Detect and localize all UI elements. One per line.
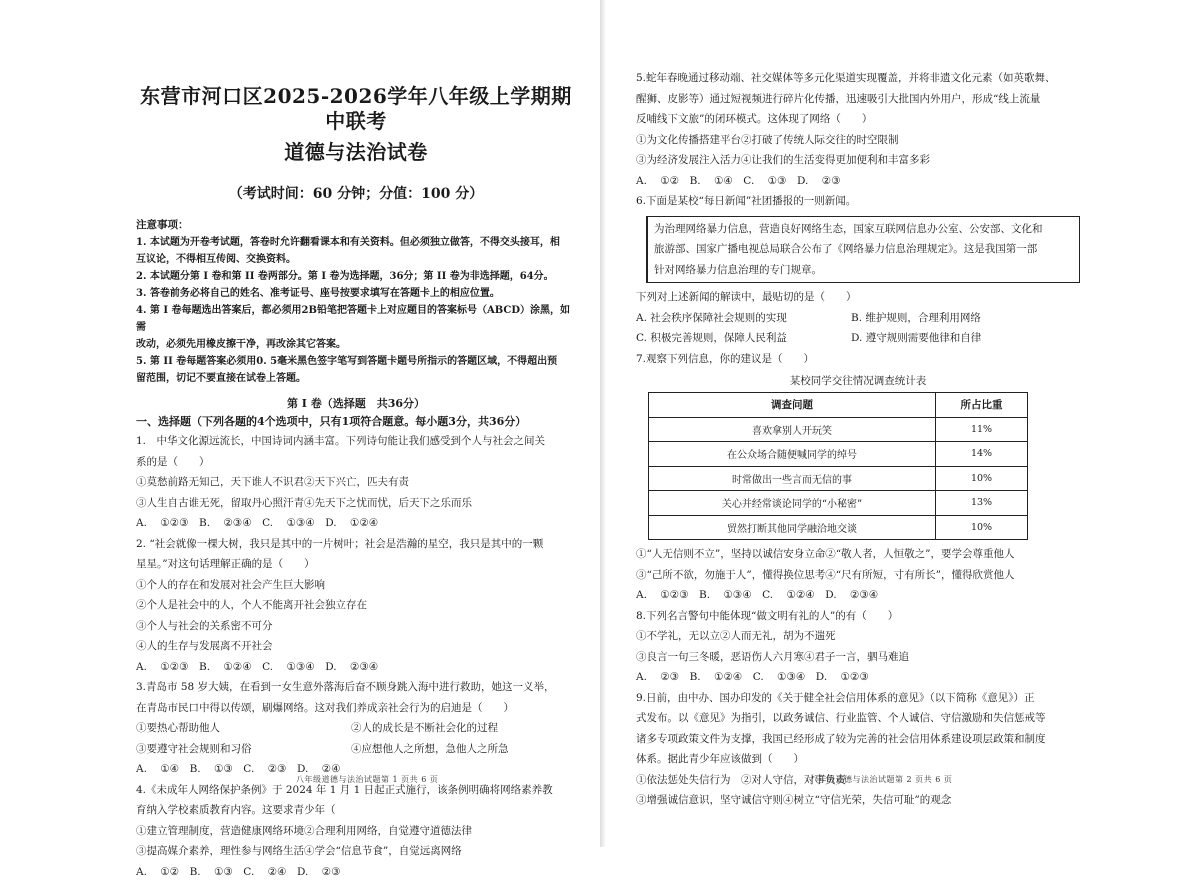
question-option: ③“己所不欲，勿施于人”，懂得换位思考④“尺有所短，寸有所长”，懂得欣赏他人 xyxy=(636,565,1080,586)
table-cell: 喜欢拿别人开玩笑 xyxy=(649,417,936,442)
left-page xyxy=(0,0,600,847)
answer-choices: A. ①② B. ①④ C. ①③ D. ②③ xyxy=(636,171,1080,192)
question-4 xyxy=(136,780,576,882)
question-option: C. 积极完善规则，保障人民利益 xyxy=(636,328,851,349)
notice-line: 2. 本试题分第 I 卷和第 II 卷两部分。第 I 卷为选择题，36分；第 II 卷为非选择题，64分。 xyxy=(136,268,576,285)
question-option: ①要热心帮助他人 xyxy=(136,718,351,739)
notice-line: 5. 第 II 卷每题答案必须用0. 5毫米黑色签字笔写到答题卡题号所指示的答题区域，不得超出预 xyxy=(136,353,576,370)
question-2 xyxy=(136,534,576,678)
news-line: 旅游部、国家广播电视总局联合公布了《网络暴力信息治理规定》。这是我国第一部 xyxy=(654,239,1073,260)
question-option: ③良言一句三冬暖，恶语伤人六月寒④君子一言，驷马难追 xyxy=(636,647,1080,668)
question-stem: 9.日前，由中办、国办印发的《关于健全社会信用体系的意见》（以下简称《意见》）正 xyxy=(636,688,1080,709)
notice-list xyxy=(136,234,576,387)
question-stem: 在青岛市民口中得以传颂，刷爆网络。这对我们养成亲社会行为的启迪是（ ） xyxy=(136,698,576,719)
table-row xyxy=(649,466,1028,491)
question-option: ②个人是社会中的人，个人不能离开社会独立存在 xyxy=(136,595,576,616)
question-stem: 醒狮、皮影等）通过短视频进行碎片化传播，迅速吸引大批国内外用户，形成“线上流量 xyxy=(636,89,1080,110)
question-stem: 3.青岛市 58 岁大姨，在看到一女生意外落海后奋不顾身跳入海中进行救助，她这一义举， xyxy=(136,677,576,698)
page-footer: 八年级道德与法治试题第 1 页共 6 页 xyxy=(296,774,438,785)
option-row xyxy=(636,328,1080,349)
answer-choices: A. ①④ B. ①③ C. ②③ D. ②④ xyxy=(136,759,576,780)
question-option: B. 维护规则，合理利用网络 xyxy=(851,308,1066,329)
table-cell: 时常做出一些言而无信的事 xyxy=(649,466,936,491)
question-option: ①“人无信则不立”，坚持以诚信安身立命②“敬人者，人恒敬之”，要学会尊重他人 xyxy=(636,544,1080,565)
question-option: ③提高媒介素养，理性参与网络生活④学会“信息节食”，自觉远离网络 xyxy=(136,841,576,862)
table-row xyxy=(649,491,1028,516)
question-option: ④应想他人之所想，急他人之所急 xyxy=(351,739,566,760)
table-row xyxy=(649,442,1028,467)
question-stem: 4.《未成年人网络保护条例》于 2024 年 1 月 1 日起正式施行，该条例明确将网络素养教 xyxy=(136,780,576,801)
question-9 xyxy=(636,688,1080,811)
question-option: ④人的生存与发展离不开社会 xyxy=(136,636,576,657)
answer-choices: A. ①②③ B. ②③④ C. ①③④ D. ①②④ xyxy=(136,513,576,534)
table-cell: 贸然打断其他同学融洽地交谈 xyxy=(649,515,936,540)
question-stem: 8.下列名言警句中能体现“做文明有礼的人”的有（ ） xyxy=(636,606,1080,627)
table-header: 所占比重 xyxy=(936,393,1028,418)
table-header: 调查问题 xyxy=(649,393,936,418)
exam-info: （考试时间：60 分钟；分值：100 分） xyxy=(136,183,576,203)
question-1 xyxy=(136,431,576,534)
right-page xyxy=(600,0,1200,847)
question-option: ③个人与社会的关系密不可分 xyxy=(136,616,576,637)
table-header-row xyxy=(649,393,1028,418)
notice-line: 留范围，切记不要直接在试卷上答题。 xyxy=(136,370,576,387)
table-title: 某校同学交往情况调查统计表 xyxy=(636,373,1080,388)
question-stem: 1. 中华文化源远流长，中国诗词内涵丰富。下列诗句能让我们感受到个人与社会之间关 xyxy=(136,431,576,452)
question-stem: 反哺线下文旅”的闭环模式。这体现了网络（ ） xyxy=(636,109,1080,130)
table-cell: 关心并经常谈论同学的“小秘密” xyxy=(649,491,936,516)
question-stem: 5.蛇年春晚通过移动端、社交媒体等多元化渠道实现覆盖，并将非遗文化元素（如英歌舞、 xyxy=(636,68,1080,89)
question-option: ①为文化传播搭建平台②打破了传统人际交往的时空限制 xyxy=(636,130,1080,151)
notice-line: 互议论，不得相互传阅、交换资料。 xyxy=(136,251,576,268)
exam-title-line1: 东营市河口区2025-2026学年八年级上学期期中联考 xyxy=(136,84,576,134)
question-option: ②人的成长是不断社会化的过程 xyxy=(351,718,566,739)
exam-title-line2: 道德与法治试卷 xyxy=(136,140,576,165)
notice-line: 1. 本试题为开卷考试题，答卷时允许翻看课本和有关资料。但必须独立做答，不得交头接耳，相 xyxy=(136,234,576,251)
question-7 xyxy=(636,349,1080,606)
question-6 xyxy=(636,191,1080,349)
question-prompt: 下列对上述新闻的解读中，最贴切的是（ ） xyxy=(636,287,1080,308)
page-footer: 八年级道德与法治试题第 2 页共 6 页 xyxy=(810,774,952,785)
survey-table xyxy=(648,392,1028,540)
notice-line: 3. 答卷前务必将自己的姓名、准考证号、座号按要求填写在答题卡上的相应位置。 xyxy=(136,285,576,302)
question-stem: 星星。”对这句话理解正确的是（ ） xyxy=(136,554,576,575)
table-cell: 11% xyxy=(936,417,1028,442)
news-line: 针对网络暴力信息治理的专门规章。 xyxy=(654,260,1073,281)
question-stem: 体系。据此青少年应该做到（ ） xyxy=(636,749,1080,770)
section-heading: 第 I 卷（选择题 共36分） xyxy=(136,395,576,411)
table-cell: 10% xyxy=(936,466,1028,491)
table-cell: 14% xyxy=(936,442,1028,467)
question-3 xyxy=(136,677,576,780)
question-option: ③人生自古谁无死，留取丹心照汗青④先天下之忧而忧，后天下之乐而乐 xyxy=(136,493,576,514)
question-stem: 6.下面是某校“每日新闻”社团播报的一则新闻。 xyxy=(636,191,1080,212)
question-option: ①不学礼，无以立②人而无礼，胡为不遄死 xyxy=(636,626,1080,647)
question-stem: 2. “社会就像一棵大树，我只是其中的一片树叶；社会是浩瀚的星空，我只是其中的一颗 xyxy=(136,534,576,555)
table-cell: 10% xyxy=(936,515,1028,540)
question-option: ③增强诚信意识，坚守诚信守则④树立“守信光荣，失信可耻”的观念 xyxy=(636,790,1080,811)
table-cell: 在公众场合随便喊同学的绰号 xyxy=(649,442,936,467)
answer-choices: A. ①② B. ①③ C. ②④ D. ②③ xyxy=(136,862,576,882)
question-stem: 育纳入学校素质教育内容。这要求青少年（ xyxy=(136,800,576,821)
answer-choices: A. ②③ B. ①②④ C. ①③④ D. ①②③ xyxy=(636,667,1080,688)
table-row xyxy=(649,515,1028,540)
question-option: ①个人的存在和发展对社会产生巨大影响 xyxy=(136,575,576,596)
answer-choices: A. ①②③ B. ①③④ C. ①②④ D. ②③④ xyxy=(636,585,1080,606)
subsection-heading: 一、选择题（下列各题的4个选项中，只有1项符合题意。每小题3分，共36分） xyxy=(136,413,576,429)
question-option: D. 遵守规则需要他律和自律 xyxy=(851,328,1066,349)
question-option: A. 社会秩序保障社会规则的实现 xyxy=(636,308,851,329)
question-option: ③为经济发展注入活力④让我们的生活变得更加便利和丰富多彩 xyxy=(636,150,1080,171)
question-option: ①建立管理制度，营造健康网络环境②合理利用网络，自觉遵守道德法律 xyxy=(136,821,576,842)
table-cell: 13% xyxy=(936,491,1028,516)
answer-choices: A. ①②③ B. ①②④ C. ①③④ D. ②③④ xyxy=(136,657,576,678)
option-row xyxy=(136,718,576,739)
question-5 xyxy=(636,68,1080,191)
table-row xyxy=(649,417,1028,442)
question-option: ③要遵守社会规则和习俗 xyxy=(136,739,351,760)
question-8 xyxy=(636,606,1080,688)
news-line: 为治理网络暴力信息，营造良好网络生态，国家互联网信息办公室、公安部、文化和 xyxy=(654,219,1073,240)
question-stem: 式发布。以《意见》为指引，以政务诚信、行业监管、个人诚信、守信激励和失信惩戒等 xyxy=(636,708,1080,729)
notice-heading: 注意事项： xyxy=(136,217,576,232)
option-row xyxy=(136,739,576,760)
notice-line: 改动，必须先用橡皮擦干净，再改涂其它答案。 xyxy=(136,336,576,353)
question-option: ①莫愁前路无知己，天下谁人不识君②天下兴亡，匹夫有责 xyxy=(136,472,576,493)
question-stem: 系的是（ ） xyxy=(136,452,576,473)
question-stem: 7.观察下列信息，你的建议是（ ） xyxy=(636,349,1080,370)
question-stem: 诸多专项政策文件为支撑，我国已经形成了较为完善的社会信用体系建设项层政策和制度 xyxy=(636,729,1080,750)
news-box xyxy=(646,216,1080,284)
question-option: ①依法惩处失信行为 ②对人守信，对事负责 xyxy=(636,770,1080,791)
option-row xyxy=(636,308,1080,329)
notice-line: 4. 第 I 卷每题选出答案后，都必须用2B铅笔把答题卡上对应题目的答案标号（ABCD）涂黑，如需 xyxy=(136,302,576,336)
